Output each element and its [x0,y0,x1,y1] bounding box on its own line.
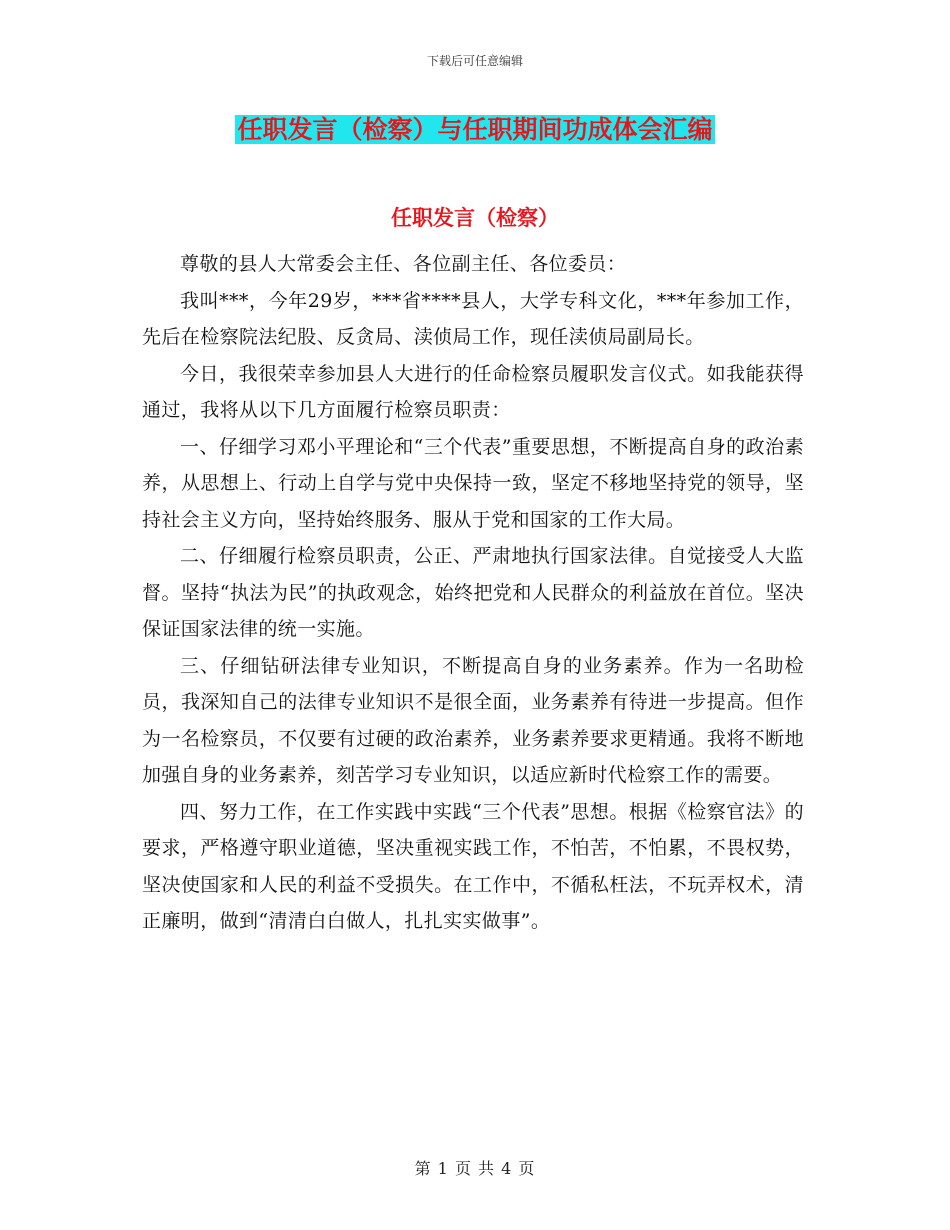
section-title: 任职发言（检察） [391,206,559,230]
body-paragraph: 一、仔细学习邓小平理论和“三个代表”重要思想，不断提高自身的政治素养，从思想上、行动上自学与党中央保持一致，坚定不移地坚持党的领导，坚持社会主义方向，坚持始终服务、服从于党和国家的工作大局。 [142,435,804,531]
page-footer: 第 1 页 共 4 页 [414,1159,536,1178]
body-paragraph: 今日，我很荣幸参加县人大进行的任命检察员履职发言仪式。如我能获得通过，我将从以下几方面履行检察员职责： [142,362,804,421]
body-paragraph: 我叫***，今年29岁，***省****县人，大学专科文化，***年参加工作，先后在检察院法纪股、反贪局、渎侦局工作，现任渎侦局副局长。 [142,289,804,348]
document-title-text: 任职发言（检察）与任职期间功成体会汇编 [237,115,713,144]
body-paragraph: 四、努力工作，在工作实践中实践“三个代表”思想。根据《检察官法》的要求，严格遵守职业道德，坚决重视实践工作，不怕苦，不怕累，不畏权势，坚决使国家和人民的利益不受损失。在工作中，不循私枉法，不玩弄权术，清正廉明，做到“清清白白做人，扎扎实实做事”。 [142,800,804,932]
body-text [142,246,804,940]
header-note: 下载后可任意编辑 [426,54,523,68]
salutation-paragraph: 尊敬的县人大常委会主任、各位副主任、各位委员： [180,253,627,275]
body-paragraph: 三、仔细钻研法律专业知识，不断提高自身的业务素养。作为一名助检员，我深知自己的法律专业知识不是很全面，业务素养有待进一步提高。但作为一名检察员，不仅要有过硬的政治素养，业务素养要求更精通。我将不断地加强自身的业务素养，刻苦学习专业知识，以适应新时代检察工作的需要。 [142,654,804,786]
body-paragraph: 二、仔细履行检察员职责，公正、严肃地执行国家法律。自觉接受人大监督。坚持“执法为民”的执政观念，始终把党和人民群众的利益放在首位。坚决保证国家法律的统一实施。 [142,545,804,640]
document-title [0,113,950,147]
